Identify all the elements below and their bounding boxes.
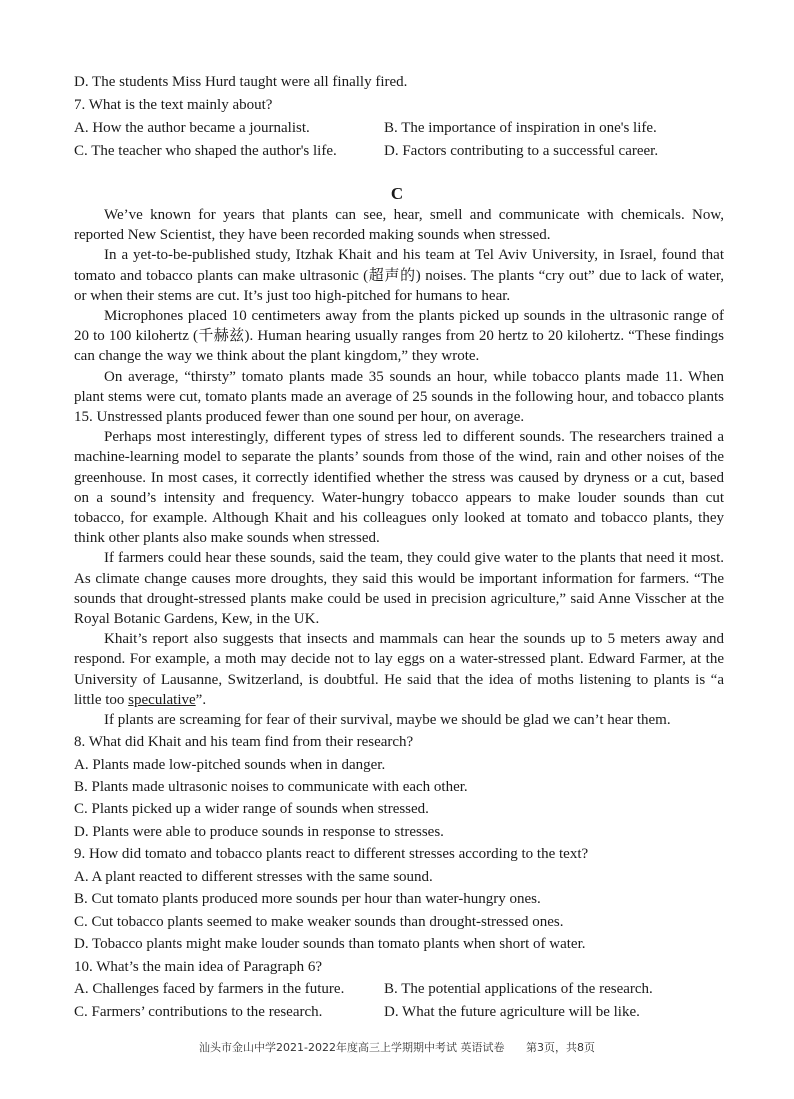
paragraph-7-end: ”. [195,691,207,708]
paragraph-4: On average, “thirsty” tomato plants made 35 sounds an hour, while tobacco plants made 11. When plant stems were cut, tomato plants made an average of 25 sounds in the following hour, and tobacco plants 15. Unstressed plants produced fewer than one sound per hour, on average. [74,368,724,426]
page-number: 第3页，共8页 [525,1041,595,1054]
section-heading: C [390,184,404,203]
q7-option-b: B. The importance of inspiration in one's life. [384,120,657,136]
q10-option-b: B. The potential applications of the research. [384,981,653,997]
passage-c [74,205,724,730]
q10-options-row-1 [74,979,724,999]
exam-title: 汕头市金山中学2021-2022年度高三上学期期中考试 英语试卷 [199,1041,505,1054]
q10-option-d: D. What the future agriculture will be like. [384,1004,640,1020]
q7-option-c: C. The teacher who shaped the author's life. [74,143,337,159]
q8-option-d: D. Plants were able to produce sounds in response to stresses. [74,824,444,840]
q10-option-c: C. Farmers’ contributions to the research. [74,1004,323,1020]
underlined-word: speculative [128,691,196,708]
paragraph-8: If plants are screaming for fear of their survival, maybe we should be glad we can’t hear them. [104,712,671,729]
paragraph-5: Perhaps most interestingly, different types of stress led to different sounds. The researchers trained a machine-learning model to separate the plants’ sounds from those of the wind, rain and other noises of the greenhouse. In most cases, it correctly identified whether the stress was caused by dryness or a cut, based on a sound’s intensity and frequency. Water-hungry tobacco appears to make louder sounds than cut tobacco, for example. Although Khait and his colleagues only looked at tomato and tobacco plants, they think other plants also make sounds when stressed. [74,429,724,547]
q7-options-row-1 [74,118,724,138]
paragraph-7 [74,629,724,710]
q8-option-c: C. Plants picked up a wider range of sounds when stressed. [74,801,429,817]
q8-stem: 8. What did Khait and his team find from their research? [74,734,414,750]
q10-options-row-2 [74,1002,724,1022]
q7-option-d: D. Factors contributing to a successful career. [384,143,659,159]
q9-option-a: A. A plant reacted to different stresses with the same sound. [74,869,433,885]
q10-option-a: A. Challenges faced by farmers in the future. [74,981,345,997]
page-footer [0,1040,794,1056]
q9-option-c: C. Cut tobacco plants seemed to make weaker sounds than drought-stressed ones. [74,914,564,930]
q6-option-d: D. The students Miss Hurd taught were all finally fired. [74,74,408,90]
paragraph-3: Microphones placed 10 centimeters away from the plants picked up sounds in the ultrasonic range of 20 to 100 kilohertz (千赫兹). Human hearing usually ranges from 20 hertz to 20 kilohertz. “These findings can change the way we think about the plant kingdom,” they wrote. [74,308,724,365]
q7-options-row-2 [74,141,724,161]
paragraph-7-text: Khait’s report also suggests that insects and mammals can hear the sounds up to 5 meters away and respond. For example, a moth may decide not to lay eggs on a water-stressed plant. Edward Farmer, at the University of Lausanne, Switzerland, is doubtful. He said that the idea of moths listening to plants is “a little too [74,631,724,708]
paragraph-2: In a yet-to-be-published study, Itzhak Khait and his team at Tel Aviv University, in Israel, found that tomato and tobacco plants can make ultrasonic (超声的) noises. The plants “cry out” due to lack of water, or when their stems are cut. It’s just too high-pitched for humans to hear. [74,247,724,304]
q9-option-b: B. Cut tomato plants produced more sounds per hour than water-hungry ones. [74,891,541,907]
q7-stem: 7. What is the text mainly about? [74,97,273,113]
q9-option-d: D. Tobacco plants might make louder sounds than tomato plants when short of water. [74,936,586,952]
q9-stem: 9. How did tomato and tobacco plants react to different stresses according to the text? [74,846,589,862]
q8-option-b: B. Plants made ultrasonic noises to communicate with each other. [74,779,468,795]
q10-stem: 10. What’s the main idea of Paragraph 6? [74,959,322,975]
q8-option-a: A. Plants made low-pitched sounds when in danger. [74,757,386,773]
paragraph-6: If farmers could hear these sounds, said the team, they could give water to the plants that need it most. As climate change causes more droughts, they said this would be important information for farmers. “The sounds that drought-stressed plants make could be used in precision agriculture,” said Anne Visscher at the Royal Botanic Gardens, Kew, in the UK. [74,550,724,628]
q7-option-a: A. How the author became a journalist. [74,120,310,136]
paragraph-1: We’ve known for years that plants can see, hear, smell and communicate with chemicals. Now, reported New Scientist, they have been recorded making sounds when stressed. [74,207,724,244]
